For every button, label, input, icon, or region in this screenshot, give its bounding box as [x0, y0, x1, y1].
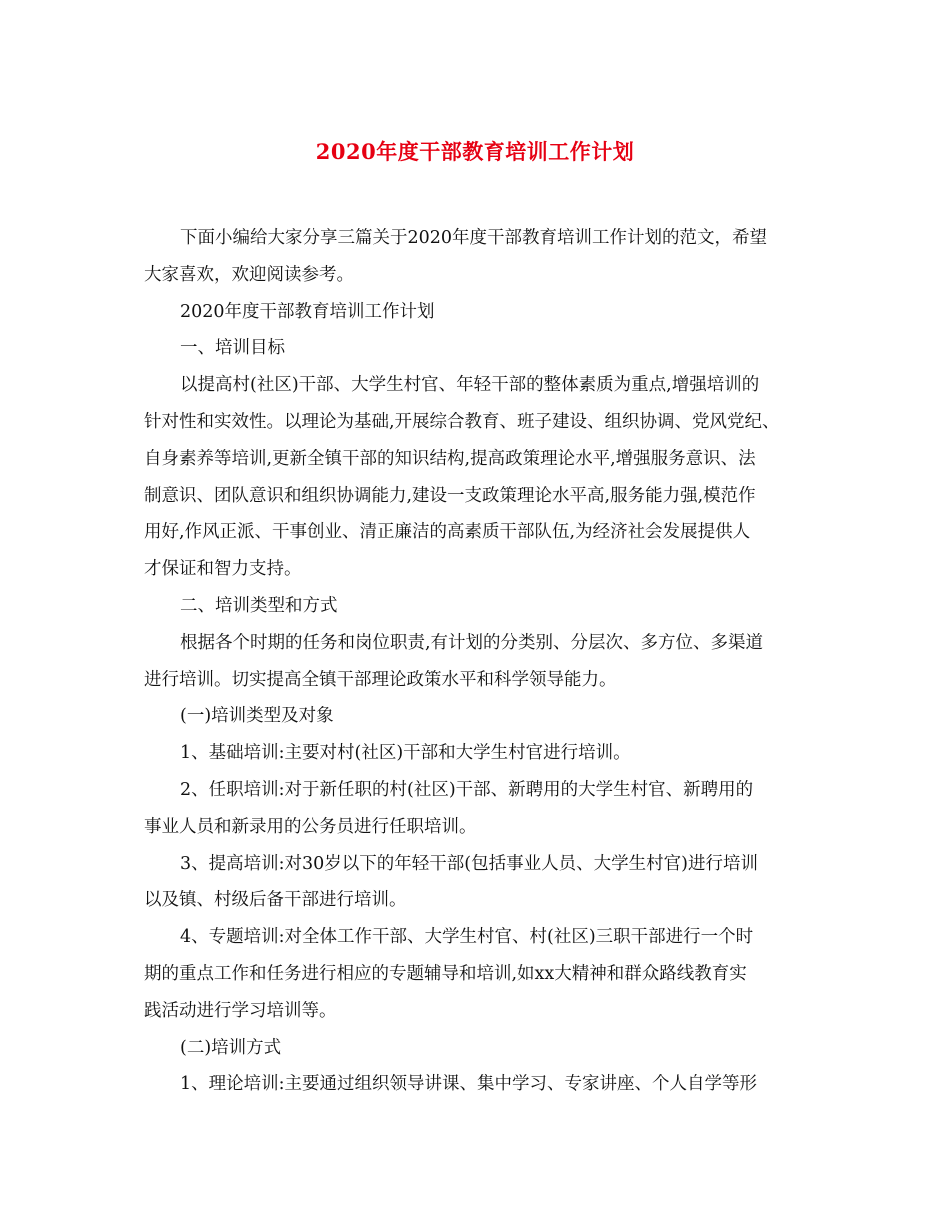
text-line: 自身素养等培训,更新全镇干部的知识结构,提高政策理论水平,增强服务意识、法 — [144, 448, 756, 469]
text-line: 事业人员和新录用的公务员进行任职培训。 — [144, 816, 477, 837]
document-body — [144, 220, 809, 1103]
text-line: 1、理论培训:主要通过组织领导讲课、集中学习、专家讲座、个人自学等形 — [180, 1074, 758, 1095]
text-line: 根据各个时期的任务和岗位职责,有计划的分类别、分层次、多方位、多渠道 — [180, 632, 764, 653]
text-line: 用好,作风正派、干事创业、清正廉洁的高素质干部队伍,为经济社会发展提供人 — [144, 522, 751, 543]
text-line: 4、专题培训:对全体工作干部、大学生村官、村(社区)三职干部进行一个时 — [180, 927, 754, 948]
text-line: 践活动进行学习培训等。 — [144, 1000, 337, 1021]
text-line: 一、培训目标 — [180, 338, 285, 359]
text-line: (一)培训类型及对象 — [180, 706, 334, 727]
text-line: 针对性和实效性。以理论为基础,开展综合教育、班子建设、组织协调、党风党纪、 — [144, 411, 780, 432]
text-line: 二、培训类型和方式 — [180, 595, 338, 616]
text-line: 大家喜欢，欢迎阅读参考。 — [144, 264, 354, 285]
text-line: 期的重点工作和任务进行相应的专题辅导和培训,如xx大精神和群众路线教育实 — [144, 963, 747, 984]
text-line: 以提高村(社区)干部、大学生村官、年轻干部的整体素质为重点,增强培训的 — [180, 375, 760, 396]
text-line: 2020年度干部教育培训工作计划 — [180, 301, 435, 322]
document-title: 2020年度干部教育培训工作计划 — [315, 139, 635, 164]
text-line: 下面小编给大家分享三篇关于2020年度干部教育培训工作计划的范文，希望 — [180, 228, 768, 248]
text-line: 1、基础培训:主要对村(社区)干部和大学生村官进行培训。 — [180, 743, 631, 764]
text-line: 3、提高培训:对30岁以下的年轻干部(包括事业人员、大学生村官)进行培训 — [180, 853, 758, 874]
text-line: 进行培训。切实提高全镇干部理论政策水平和科学领导能力。 — [144, 669, 617, 690]
text-line: 才保证和智力支持。 — [144, 559, 302, 580]
text-line: 制意识、团队意识和组织协调能力,建设一支政策理论水平高,服务能力强,模范作 — [144, 485, 756, 506]
text-line: (二)培训方式 — [180, 1037, 282, 1058]
text-line: 以及镇、村级后备干部进行培训。 — [144, 890, 407, 911]
text-line: 2、任职培训:对于新任职的村(社区)干部、新聘用的大学生村官、新聘用的 — [180, 779, 754, 800]
